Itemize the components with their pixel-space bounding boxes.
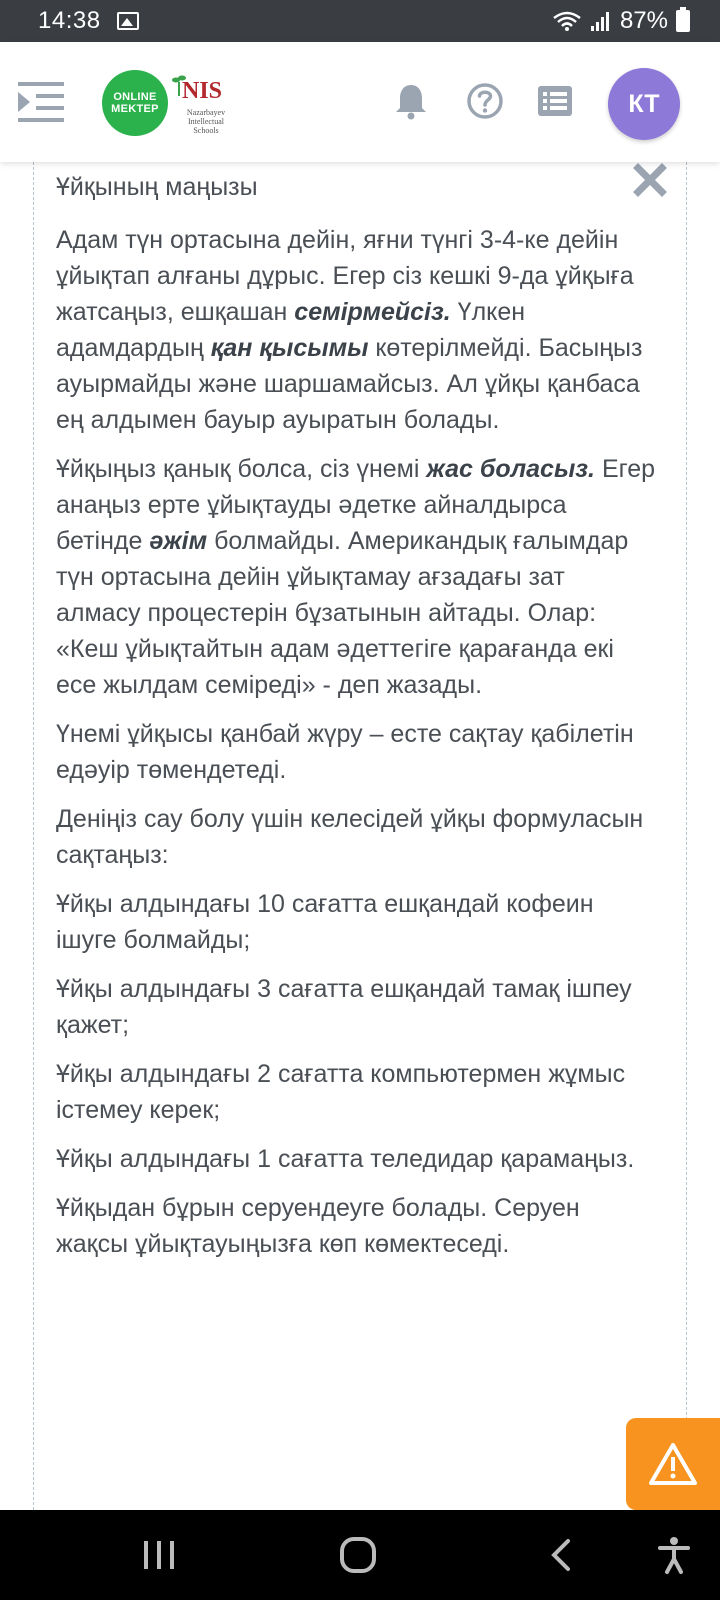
- logo-mektep-text: MEKTEP: [111, 103, 159, 115]
- help-icon[interactable]: [466, 82, 504, 120]
- warning-triangle-icon: [648, 1442, 698, 1486]
- paragraph-2: [56, 451, 656, 703]
- paragraph-8: Ұйқы алдындағы 1 сағатта теледидар қарамаңыз.: [56, 1145, 635, 1173]
- battery-icon: [676, 10, 690, 32]
- status-bar: [0, 0, 720, 42]
- p2-text-c: Егер анаңыз ерте ұйықтауды әдетке айналдырса бетінде: [56, 455, 656, 555]
- logo-online-text: ONLINE: [113, 91, 157, 103]
- p2-bold-b: жас боласыз.: [426, 455, 596, 483]
- paragraph-6: Ұйқы алдындағы 3 сағатта ешқандай тамақ iшпеу қажет;: [56, 975, 632, 1039]
- online-mektep-logo[interactable]: [102, 70, 168, 136]
- p1-text-a: Адам түн ортасына дейін, яғни түнгі 3-4-ке дейін ұйықтап алғаны дұрыс. Егер сіз кешкі 9-да ұйқыға жатсаңыз, ешқашан: [56, 226, 634, 326]
- accessibility-icon[interactable]: [656, 1535, 692, 1575]
- status-right: [552, 7, 690, 35]
- user-avatar[interactable]: [608, 68, 680, 140]
- paragraph-7: Ұйқы алдындағы 2 сағатта компьютермен жұмыс iстемеу керек;: [56, 1060, 626, 1124]
- android-nav-bar: [0, 1510, 720, 1600]
- paragraph-9: Ұйқыдан бұрын серуендеуге болады. Серуен жақсы ұйықтауыңызға көп көмектеседі.: [56, 1194, 580, 1258]
- p1-bold-b: семірмейсіз.: [294, 298, 451, 326]
- menu-toggle-icon[interactable]: [18, 80, 64, 124]
- p1-bold-d: қан қысымы: [210, 334, 369, 362]
- p2-text-a: Ұйқыңыз қанық болса, сіз үнемі: [56, 455, 427, 483]
- recents-icon[interactable]: [142, 1535, 176, 1575]
- back-icon[interactable]: [548, 1535, 576, 1575]
- logo-nis-subtitle: Nazarbayev Intellectual Schools: [186, 108, 226, 135]
- content-panel: [33, 162, 687, 1510]
- home-icon[interactable]: [338, 1535, 378, 1575]
- wifi-icon: [552, 10, 582, 32]
- battery-percent: 87%: [619, 7, 668, 34]
- avatar-initials: КТ: [628, 89, 660, 118]
- article-title: Ұйқының маңызы: [56, 173, 258, 201]
- status-time: 14:38: [38, 7, 101, 34]
- paragraph-4: Денiңiз сау болу үшiн келесiдей ұйқы формуласын сақтаңыз:: [56, 805, 644, 869]
- paragraph-1: [56, 222, 656, 438]
- p2-text-e: болмайды. Американдық ғалымдар түн ортасына дейін ұйықтамау ағзадағы зат алмасу процестерін бұзатынын айтады. Олар: «Кеш ұйықтайтын адам әдеттегіге қарағанда екі есе жылдам семіреді» - деп жазады.: [56, 527, 629, 699]
- p1-text-e: көтерілмейді. Басыңыз ауырмайды және шаршамайсыз. Ал ұйқы қанбаса ең алдымен бауыр ауыратын болады.: [56, 334, 643, 434]
- p2-bold-d: әжім: [149, 527, 208, 555]
- gallery-icon: [117, 12, 139, 30]
- signal-icon: [590, 10, 612, 32]
- paragraph-3: Үнемі ұйқысы қанбай жүру – есте сақтау қабілетін едәуір төмендетеді.: [56, 720, 634, 784]
- logo-nis-text: NIS: [182, 78, 223, 104]
- paragraph-5: Ұйқы алдындағы 10 сағатта ешқандай кофеин iшуге болмайды;: [56, 890, 594, 954]
- nis-logo[interactable]: [172, 70, 238, 140]
- article: [56, 170, 656, 1275]
- report-button[interactable]: [626, 1418, 720, 1510]
- p1-text-c: Үлкен адамдардың: [56, 298, 526, 362]
- list-icon[interactable]: [536, 82, 574, 120]
- status-left: [38, 7, 139, 35]
- bell-icon[interactable]: [392, 82, 430, 120]
- app-header: [0, 42, 720, 162]
